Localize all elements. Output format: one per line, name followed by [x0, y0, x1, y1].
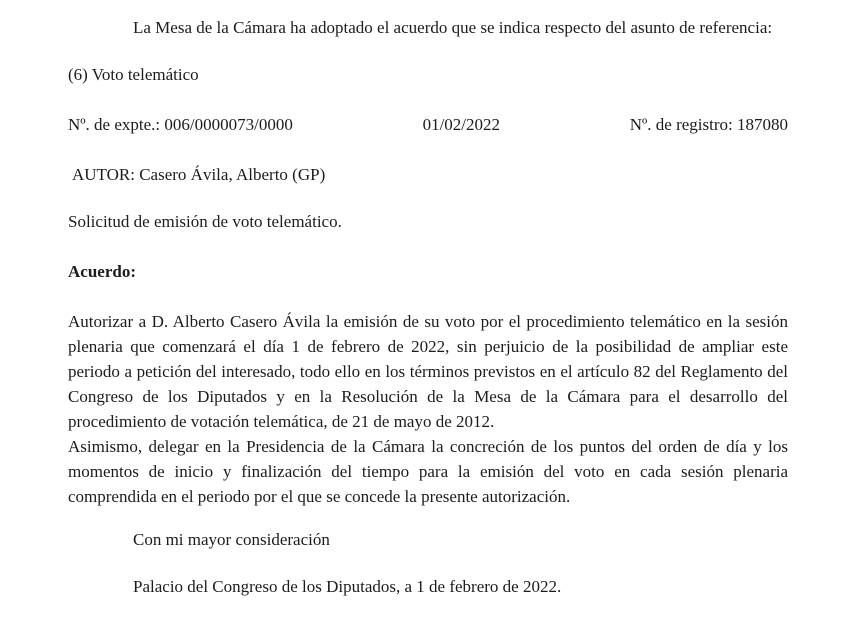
acuerdo-heading: Acuerdo: [68, 262, 136, 281]
acuerdo-body [68, 309, 788, 509]
intro-paragraph: La Mesa de la Cámara ha adoptado el acuerdo que se indica respecto del asunto de referencia: [133, 18, 773, 37]
registro-number: Nº. de registro: 187080 [629, 115, 788, 134]
expediente-number: Nº. de expte.: 006/0000073/0000 [68, 115, 293, 134]
document-date: 01/02/2022 [422, 115, 501, 134]
closing-salutation: Con mi mayor consideración [133, 530, 330, 549]
acuerdo-paragraph-1: Autorizar a D. Alberto Casero Ávila la emisión de su voto por el procedimiento telemático en la sesión plenaria que comenzará el día 1 de febrero de 2022, sin perjuicio de la posibilidad de ampliar este periodo a petición del interesado, todo ello en los términos previstos en el artículo 82 del Reglamento del Congreso de los Diputados y en la Resolución de la Mesa de la Cámara para el desarrollo del procedimiento de votación telemática, de 21 de mayo de 2012. [68, 312, 788, 431]
place-and-date: Palacio del Congreso de los Diputados, a 1 de febrero de 2022. [133, 577, 562, 596]
acuerdo-paragraph-2: Asimismo, delegar en la Presidencia de la Cámara la concreción de los puntos del orden de día y los momentos de inicio y finalización del tiempo para la emisión del voto en cada sesión plenaria comprendida en el periodo por el que se concede la presente autorización. [68, 437, 788, 506]
meta-row [68, 112, 788, 137]
solicitud-line: Solicitud de emisión de voto telemático. [68, 212, 342, 231]
author-line: AUTOR: Casero Ávila, Alberto (GP) [72, 165, 326, 184]
subject-line: (6) Voto telemático [68, 65, 199, 84]
